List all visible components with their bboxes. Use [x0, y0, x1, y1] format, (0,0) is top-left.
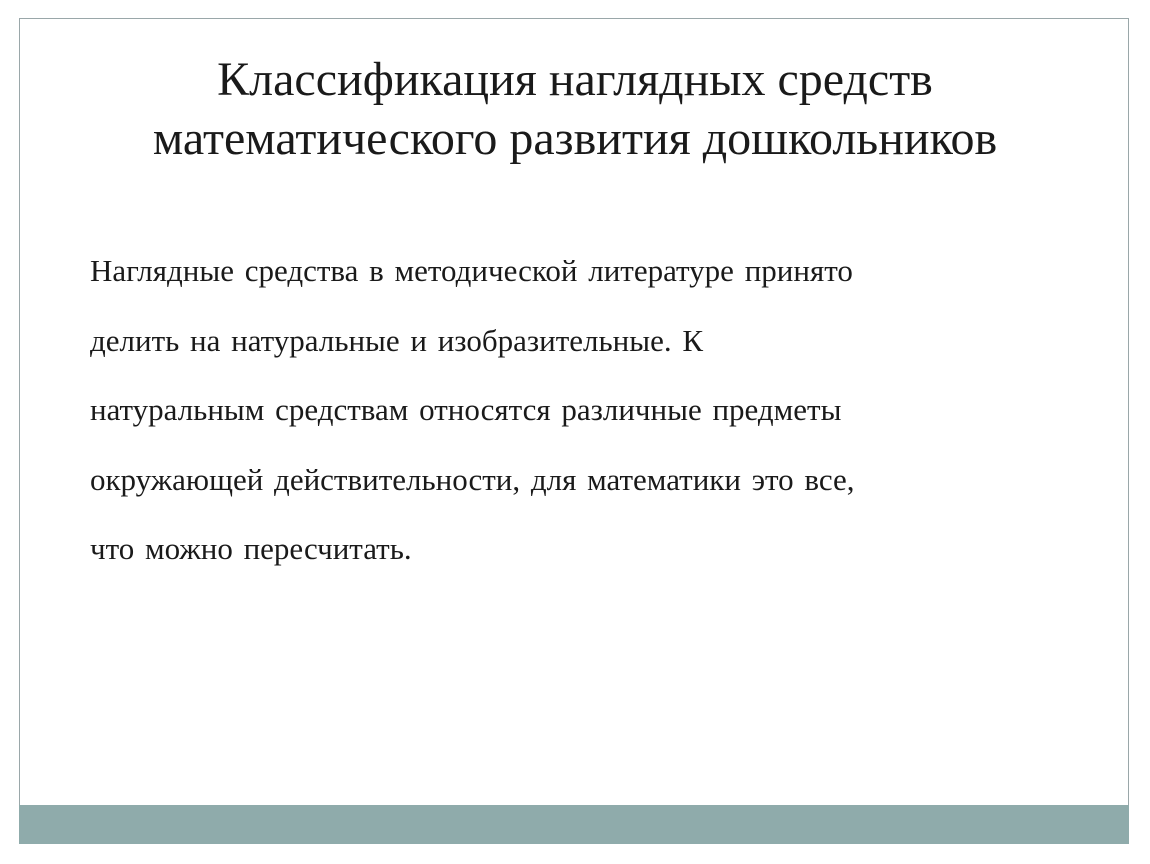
body-text-line: натуральным средствам относятся различные предметы: [90, 392, 842, 427]
body-text-line: Наглядные средства в методической литературе принято: [90, 253, 853, 288]
slide-body-paragraph: [90, 236, 1050, 584]
body-text-line: делить на натуральные и изобразительные. К: [90, 322, 704, 358]
body-text-line: что можно пересчитать.: [90, 531, 412, 566]
body-text-line: окружающей действительности, для математики это все,: [90, 461, 855, 497]
slide-title-line: математического развития дошкольников: [152, 112, 998, 165]
slide-title-line: Классификация наглядных средств: [217, 53, 933, 106]
bottom-accent-bar: [19, 805, 1129, 844]
slide-title: [40, 50, 1110, 168]
